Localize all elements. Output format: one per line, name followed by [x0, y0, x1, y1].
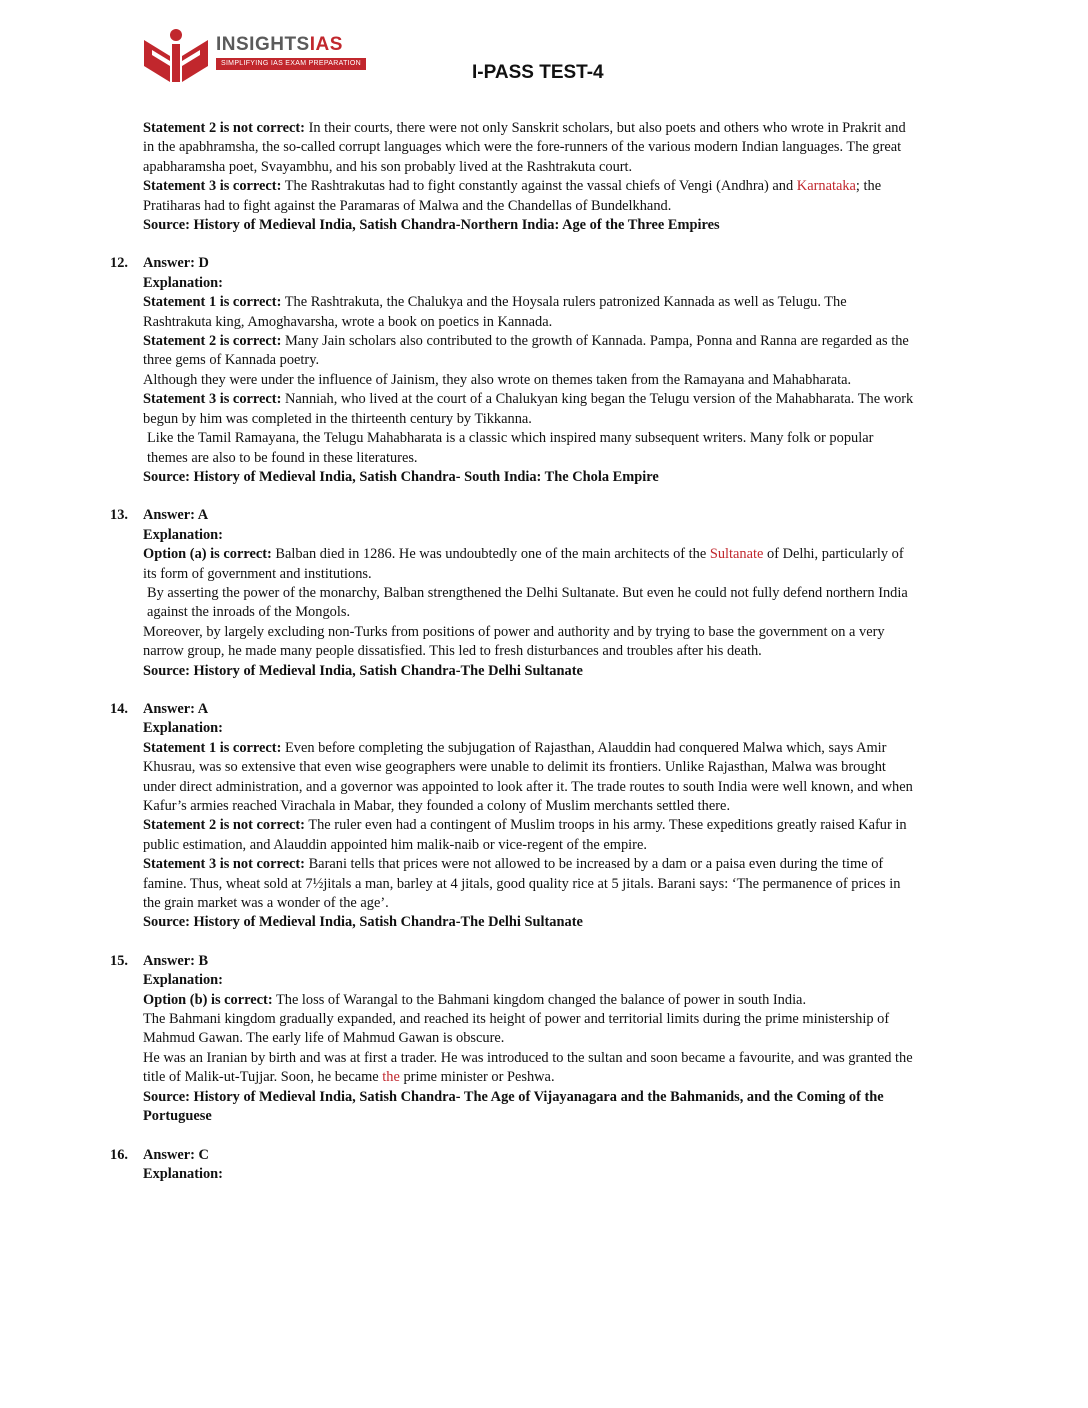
question-16 [110, 1146, 915, 1185]
source: Source: History of Medieval India, Satish Chandra-The Delhi Sultanate [143, 914, 583, 931]
option-b: Option (b) is correct: The loss of Warangal to the Bahmani kingdom changed the balance of power in south India. [143, 991, 807, 1008]
logo-tagline: SIMPLIFYING IAS EXAM PREPARATION [216, 58, 366, 70]
answer-line: 14. Answer: A [110, 700, 209, 717]
answer-line: 13. Answer: A [110, 507, 209, 524]
answer-line: 16. Answer: C [110, 1146, 209, 1163]
statement-2: Statement 2 is not correct: The ruler even had a contingent of Muslim troops in his army. These expeditions greatly raised Kafur in public estimation, and Alauddin appointed him malik-naib or vice-regent of the empire. [143, 817, 907, 853]
answer-line: 15. Answer: B [110, 952, 209, 969]
q11-continued [110, 119, 915, 235]
insightsias-logo [140, 26, 370, 86]
question-14 [110, 700, 915, 933]
explanation-label: Explanation: [143, 274, 223, 291]
page-header [0, 0, 1088, 110]
statement-3: Statement 3 is correct: Nanniah, who lived at the court of a Chalukyan king began the Telugu version of the Mahabharata. The work begun by him was completed in the thirteenth century by Tikkanna. [143, 391, 914, 427]
answer-content [110, 119, 915, 1184]
page-title: I-PASS TEST-4 [472, 62, 604, 83]
explanation-label: Explanation: [143, 1165, 223, 1182]
explanation-label: Explanation: [143, 972, 223, 989]
statement-1: Statement 1 is correct: The Rashtrakuta, the Chalukya and the Hoysala rulers patronized Kannada as well as Telugu. The Rashtrakuta king, Amoghavarsha, wrote a book on poetics in Kannada. [143, 294, 847, 330]
paragraph: Although they were under the influence of Jainism, they also wrote on themes taken from the Ramayana and Mahabharata. [143, 371, 852, 388]
explanation-label: Explanation: [143, 526, 223, 543]
statement-3: Statement 3 is correct: The Rashtrakutas had to fight constantly against the vassal chiefs of Vengi (Andhra) and Karnataka; the Pratiharas had to fight against the Paramaras of Malwa and the Chandellas of Bundelkhand. [143, 178, 882, 214]
explanation-label: Explanation: [143, 720, 223, 737]
paragraph: By asserting the power of the monarchy, Balban strengthened the Delhi Sultanate. But even he could not fully defend northern India against the inroads of the Mongols. [147, 584, 908, 621]
logo-book-icon [140, 26, 212, 86]
question-12 [110, 254, 915, 487]
statement-1: Statement 1 is correct: Even before completing the subjugation of Rajasthan, Alauddin had conquered Malwa which, says Amir Khusrau, was so extensive that even wise geographers were unable to delimit its frontiers. Unlike Rajasthan, Malwa was brought under direct administration, and a governor was appointed to look after it. The trade routes to south India were well known, and when Kafur’s armies reached Virachala in Mabar, they founded a colony of Muslim merchants settled there. [143, 739, 913, 814]
answer-line: 12. Answer: D [110, 255, 209, 272]
logo-wordmark: INSIGHTSIAS [216, 34, 343, 55]
option-a: Option (a) is correct: Balban died in 1286. He was undoubtedly one of the main architects of the Sultanate of Delhi, particularly of its form of government and institutions. [143, 546, 904, 582]
statement-2: Statement 2 is not correct: In their courts, there were not only Sanskrit scholars, but also poets and others who wrote in Prakrit and in the apabhramsha, the so-called corrupt languages which were the fore-runners of the various modern Indian languages. The great apabharamsha poet, Svayambhu, and his son probably lived at the Rashtrakuta court. [143, 120, 906, 175]
question-13 [110, 506, 915, 681]
question-15 [110, 952, 915, 1127]
source: Source: History of Medieval India, Satish Chandra- South India: The Chola Empire [143, 468, 659, 485]
statement-3: Statement 3 is not correct: Barani tells that prices were not allowed to be increased by a dam or a paisa even during the time of famine. Thus, wheat sold at 7½jitals a man, barley at 4 jitals, good quality rice at 5 jitals. Barani says: ‘The permanence of prices in the grain market was a wonder of the age’. [143, 856, 901, 912]
source: Source: History of Medieval India, Satish Chandra-Northern India: Age of the Three Empires [143, 217, 720, 234]
statement-2: Statement 2 is correct: Many Jain scholars also contributed to the growth of Kannada. Pampa, Ponna and Ranna are regarded as the three gems of Kannada poetry. [143, 333, 909, 369]
paragraph: Moreover, by largely excluding non-Turks from positions of power and authority and by trying to base the government on a very narrow group, he made many people dissatisfied. This led to fresh disturbances and troubles after his death. [143, 623, 885, 660]
source: Source: History of Medieval India, Satish Chandra- The Age of Vijayanagara and the Bahmanids, and the Coming of the Portuguese [143, 1088, 884, 1125]
paragraph: Like the Tamil Ramayana, the Telugu Mahabharata is a classic which inspired many subsequent writers. Many folk or popular themes are also to be found in these literatures. [147, 430, 874, 466]
paragraph: He was an Iranian by birth and was at first a trader. He was introduced to the sultan and soon became a favourite, and was granted the title of Malik-ut-Tujjar. Soon, he became the prime minister or Peshwa. [143, 1049, 913, 1086]
source: Source: History of Medieval India, Satish Chandra-The Delhi Sultanate [143, 662, 583, 679]
paragraph: The Bahmani kingdom gradually expanded, and reached its height of power and territorial limits during the prime ministership of Mahmud Gawan. The early life of Mahmud Gawan is obscure. [143, 1011, 890, 1047]
